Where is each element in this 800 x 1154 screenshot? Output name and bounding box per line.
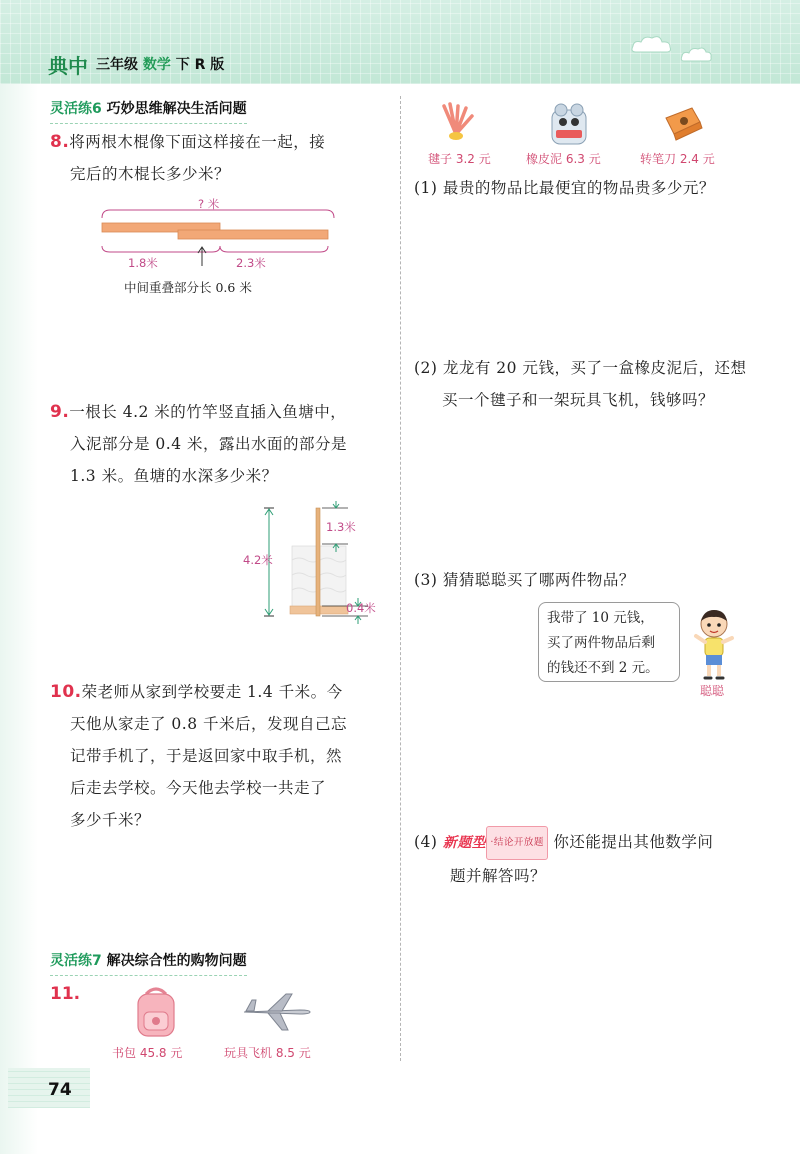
item-price-label: 玩具飞机 8.5 元 xyxy=(224,1046,311,1060)
overlap-note: 中间重叠部分长 0.6 米 xyxy=(124,280,252,295)
question-9 xyxy=(50,396,395,492)
page-header xyxy=(0,0,800,84)
question-text: 入泥部分是 0.4 米，露出水面的部分是 xyxy=(70,435,348,453)
cloud-icon xyxy=(680,46,714,64)
item-price-label: 书包 45.8 元 xyxy=(112,1046,183,1060)
section-title: 巧妙思维解决生活问题 xyxy=(106,101,247,117)
section-heading xyxy=(50,98,247,118)
sub-question-3: (3) 猜猜聪聪买了哪两件物品？ xyxy=(414,571,635,589)
left-margin-strip xyxy=(0,84,38,1154)
question-8 xyxy=(50,126,395,190)
question-number: 10. xyxy=(50,682,82,702)
section-title: 解决综合性的购物问题 xyxy=(106,953,247,969)
question-text: 1.3 米。鱼塘的水深多少米？ xyxy=(70,467,278,485)
book-title xyxy=(96,54,224,74)
brand-logo: 典中 xyxy=(48,54,88,78)
item-price-label: 转笔刀 2.4 元 xyxy=(640,152,715,166)
question-text: 你还能提出其他数学问 xyxy=(553,833,714,851)
subject-label: 数学 xyxy=(142,57,171,73)
page-number: 74 xyxy=(48,1080,72,1100)
bubble-line: 买了两件物品后剩 xyxy=(547,635,655,651)
shuttlecock-icon xyxy=(436,100,476,144)
plasticine-icon xyxy=(548,98,590,146)
item-price-label: 橡皮泥 6.3 元 xyxy=(526,152,601,166)
question-number: 9. xyxy=(50,402,70,422)
sub-question-2 xyxy=(414,352,746,416)
new-question-type-badge: 新题型 xyxy=(442,835,487,851)
question-text: 买一个毽子和一架玩具飞机，钱够吗？ xyxy=(442,391,715,409)
total-pole-label: 4.2米 xyxy=(243,553,273,567)
question-text: 完后的木棍长多少米？ xyxy=(70,165,231,183)
right-stick-label: 2.3米 xyxy=(236,256,266,270)
question-text: (2) 龙龙有 20 元钱，买了一盒橡皮泥后，还想 xyxy=(414,359,747,377)
pencil-sharpener-icon xyxy=(662,104,704,142)
question-text: 天他从家走了 0.8 千米后，发现自己忘 xyxy=(70,715,348,733)
cloud-icon xyxy=(630,34,674,56)
toy-plane-icon xyxy=(240,990,314,1034)
section-tag: 灵活练7 xyxy=(50,953,102,969)
question-number: (4) xyxy=(414,833,438,851)
speech-bubble xyxy=(538,602,680,682)
bubble-line: 的钱还不到 2 元。 xyxy=(547,660,659,676)
question-text: 题并解答吗？ xyxy=(450,867,547,885)
bubble-line: 我带了 10 元钱， xyxy=(547,610,654,626)
question-text: 多少千米？ xyxy=(70,811,151,829)
question-number: 11. xyxy=(50,984,81,1004)
backpack-icon xyxy=(128,984,184,1040)
question-text: 记带手机了，于是返回家中取手机，然 xyxy=(70,747,343,765)
question-text: 一根长 4.2 米的竹竿竖直插入鱼塘中， xyxy=(69,403,347,421)
question-text: 荣老师从家到学校要走 1.4 千米。今 xyxy=(81,683,343,701)
question-text: 后走去学校。今天他去学校一共走了 xyxy=(70,779,327,797)
section-tag: 灵活练6 xyxy=(50,101,102,117)
edition-label: 下 R 版 xyxy=(175,57,225,73)
question-number: 8. xyxy=(50,132,70,152)
column-divider xyxy=(400,96,401,1061)
boy-character-icon xyxy=(692,608,736,682)
in-mud-label: 0.4米 xyxy=(346,601,376,615)
sub-question-4 xyxy=(414,826,713,892)
section-heading xyxy=(50,950,247,970)
total-length-label: ? 米 xyxy=(198,197,220,211)
sub-question-1: (1) 最贵的物品比最便宜的物品贵多少元？ xyxy=(414,179,715,197)
character-name: 聪聪 xyxy=(700,684,725,698)
question-10 xyxy=(50,676,395,836)
grade-label: 三年级 xyxy=(96,57,138,73)
left-stick-label: 1.8米 xyxy=(128,256,158,270)
open-conclusion-badge: ·结论开放题 xyxy=(486,826,548,860)
above-water-label: 1.3米 xyxy=(326,520,356,534)
item-price-label: 毽子 3.2 元 xyxy=(428,152,491,166)
question-text: 将两根木棍像下面这样接在一起，接 xyxy=(69,133,326,151)
